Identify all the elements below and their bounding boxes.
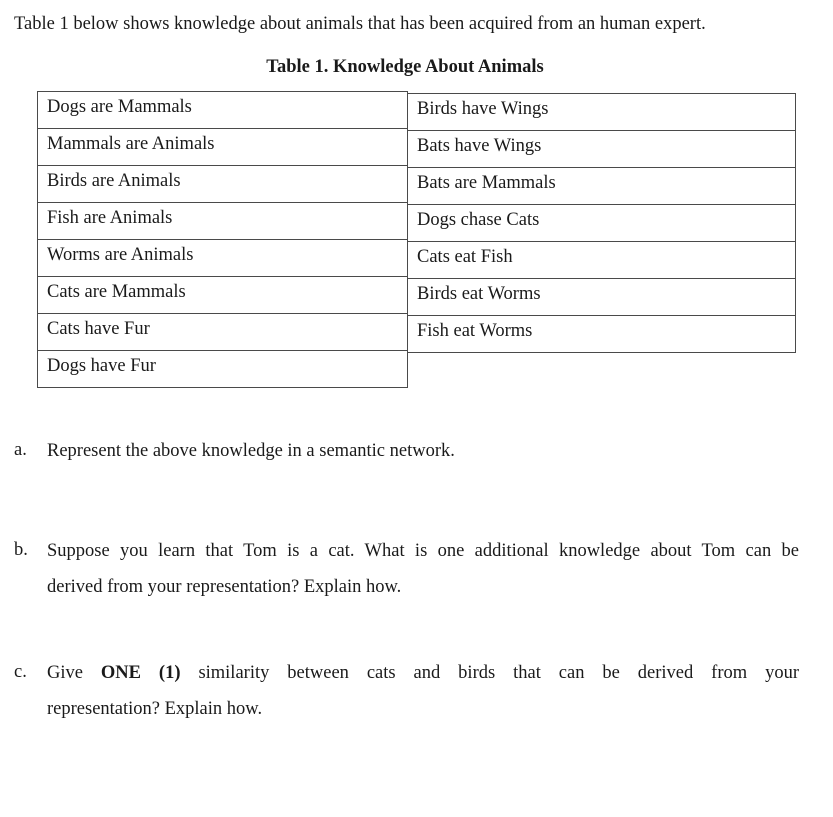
table-cell-left-2: Mammals are Animals bbox=[37, 128, 408, 166]
question-c-line-1 bbox=[47, 655, 799, 691]
table-cell-right-6: Birds eat Worms bbox=[407, 278, 796, 316]
question-b-text bbox=[47, 533, 799, 605]
question-c-text bbox=[47, 655, 799, 727]
question-b-line-1: Suppose you learn that Tom is a cat. What is one additional knowledge about Tom can be bbox=[47, 541, 799, 561]
table-title: Table 1. Knowledge About Animals bbox=[266, 57, 544, 77]
question-c-line-2: representation? Explain how. bbox=[47, 699, 263, 719]
question-c-pre: Give bbox=[47, 663, 83, 683]
table-cell-right-2: Bats have Wings bbox=[407, 130, 796, 168]
table-cell-left-5: Worms are Animals bbox=[37, 239, 408, 277]
table-cell-left-8: Dogs have Fur bbox=[37, 350, 408, 388]
question-a-letter: a. bbox=[14, 440, 27, 460]
table-cell-right-5: Cats eat Fish bbox=[407, 241, 796, 279]
intro-text: Table 1 below shows knowledge about animals that has been acquired from an human expert. bbox=[14, 14, 706, 34]
table-cell-left-3: Birds are Animals bbox=[37, 165, 408, 203]
table-cell-right-3: Bats are Mammals bbox=[407, 167, 796, 205]
table-cell-right-1: Birds have Wings bbox=[407, 93, 796, 131]
question-b-line-2: derived from your representation? Explain how. bbox=[47, 577, 402, 597]
question-a-text bbox=[47, 440, 799, 462]
question-c-letter: c. bbox=[14, 662, 27, 682]
question-c-post: similarity between cats and birds that can be derived from your bbox=[198, 663, 799, 683]
table-cell-left-7: Cats have Fur bbox=[37, 313, 408, 351]
table-cell-right-7: Fish eat Worms bbox=[407, 315, 796, 353]
table-cell-right-4: Dogs chase Cats bbox=[407, 204, 796, 242]
question-b-letter: b. bbox=[14, 540, 28, 560]
table-cell-left-6: Cats are Mammals bbox=[37, 276, 408, 314]
table-cell-left-4: Fish are Animals bbox=[37, 202, 408, 240]
question-a-line: Represent the above knowledge in a semantic network. bbox=[47, 441, 455, 461]
question-c-bold: ONE (1) bbox=[100, 663, 181, 683]
table-cell-left-1: Dogs are Mammals bbox=[37, 91, 408, 129]
